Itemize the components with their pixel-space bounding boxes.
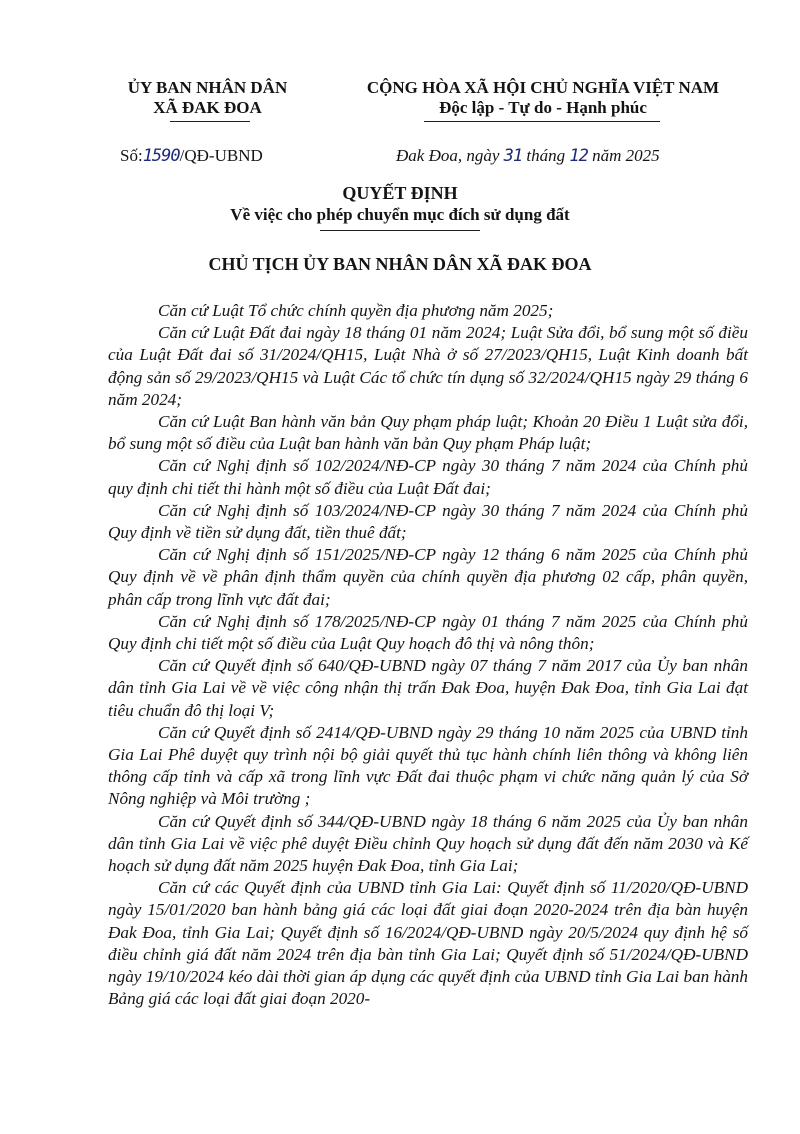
document-number	[120, 146, 263, 166]
national-header	[328, 78, 758, 118]
legal-basis-paragraph: Căn cứ Quyết định số 2414/QĐ-UBND ngày 29 tháng 10 năm 2025 của UBND tỉnh Gia Lai Phê duyệt quy trình nội bộ giải quyết thủ tục hành chính liên thông và không liên thông cấp tỉnh và cấp xã trong lĩnh vực Đất đai thuộc phạm vi chức năng quản lý của Sở Nông nghiệp và Môi trường ;	[108, 722, 748, 809]
issuer-underline	[170, 121, 250, 122]
issue-date	[396, 146, 660, 166]
legal-basis-paragraph: Căn cứ các Quyết định của UBND tỉnh Gia Lai: Quyết định số 11/2020/QĐ-UBND ngày 15/01/2020 ban hành bảng giá các loại đất giai đoạn 2020-2024 trên địa bàn huyện Đak Đoa, tỉnh Gia Lai; Quyết định số 16/2024/QĐ-UBND ngày 20/5/2024 quy định hệ số điều chỉnh giá đất năm 2024 trên địa bàn tỉnh Gia Lai; Quyết định số 51/2024/QĐ-UBND ngày 19/10/2024 kéo dài thời gian áp dụng các quyết định của UBND tỉnh Gia Lai ban hành Bảng giá các loại đất giai đoạn 2020-	[108, 878, 748, 1009]
legal-basis-paragraph: Căn cứ Nghị định số 151/2025/NĐ-CP ngày 12 tháng 6 năm 2025 của Chính phủ Quy định về về phân định thẩm quyền của chính quyền địa phương 02 cấp, phân quyền, phân cấp trong lĩnh vực đất đai;	[108, 545, 748, 609]
date-month: 12	[569, 146, 588, 166]
issuer-line-1: ỦY BAN NHÂN DÂN	[127, 78, 288, 97]
number-handwritten: 1590	[142, 146, 180, 166]
national-title: CỘNG HÒA XÃ HỘI CHỦ NGHĨA VIỆT NAM	[366, 78, 720, 97]
legal-basis-paragraph: Căn cứ Nghị định số 178/2025/NĐ-CP ngày 01 tháng 7 năm 2025 của Chính phủ Quy định chi tiết một số điều của Luật Quy hoạch đô thị và nông thôn;	[108, 611, 748, 654]
national-motto: Độc lập - Tự do - Hạnh phúc	[439, 98, 647, 117]
legal-basis-paragraph: Căn cứ Nghị định số 102/2024/NĐ-CP ngày 30 tháng 7 năm 2024 của Chính phủ quy định chi tiết thi hành một số điều của Luật Đất đai;	[108, 456, 748, 498]
legal-basis-paragraph: Căn cứ Quyết định số 640/QĐ-UBND ngày 07 tháng 7 năm 2017 của Ủy ban nhân dân tỉnh Gia Lai về về việc công nhận thị trấn Đak Đoa, huyện Đak Đoa, tỉnh Gia Lai đạt tiêu chuẩn đô thị loại V;	[108, 656, 748, 720]
document-body	[108, 300, 748, 1011]
motto-underline	[424, 121, 660, 122]
document-subject: Về việc cho phép chuyển mục đích sử dụng đất	[230, 205, 570, 224]
legal-basis-paragraph: Căn cứ Luật Ban hành văn bản Quy phạm pháp luật; Khoản 20 Điều 1 Luật sửa đổi, bổ sung một số điều của Luật ban hành văn bản Quy phạm Pháp luật;	[108, 412, 748, 454]
number-suffix: /QĐ-UBND	[179, 146, 263, 165]
issuer-header	[120, 78, 295, 118]
legal-basis-paragraph: Căn cứ Luật Đất đai ngày 18 tháng 01 năm 2024; Luật Sửa đổi, bổ sung một số điều của Luật Đất đai số 31/2024/QH15, Luật Nhà ở số 27/2023/QH15, Luật Kinh doanh bất động sản số 29/2023/QH15 và Luật Các tổ chức tín dụng số 32/2024/QH15 ngày 29 tháng 6 năm 2024;	[108, 323, 748, 409]
legal-basis-paragraph: Căn cứ Nghị định số 103/2024/NĐ-CP ngày 30 tháng 7 năm 2024 của Chính phủ Quy định về tiền sử dụng đất, tiền thuê đất;	[108, 500, 748, 543]
date-day: 31	[503, 146, 523, 166]
legal-basis-paragraph: Căn cứ Luật Tổ chức chính quyền địa phương năm 2025;	[158, 301, 554, 320]
issuer-line-2: XÃ ĐAK ĐOA	[153, 98, 262, 117]
month-label: tháng	[526, 146, 566, 165]
date-prefix: Đak Đoa, ngày	[396, 146, 500, 165]
legal-basis-paragraph: Căn cứ Quyết định số 344/QĐ-UBND ngày 18 tháng 6 năm 2025 của Ủy ban nhân dân tỉnh Gia Lai về việc phê duyệt Điều chỉnh Quy hoạch sử dụng đất đến năm 2030 và Kế hoạch sử dụng đất năm 2025 huyện Đak Đoa, tỉnh Gia Lai;	[108, 811, 748, 876]
date-year: năm 2025	[592, 146, 660, 165]
issuing-authority: CHỦ TỊCH ỦY BAN NHÂN DÂN XÃ ĐAK ĐOA	[208, 254, 592, 274]
subject-underline	[320, 230, 480, 231]
number-prefix: Số:	[120, 146, 143, 165]
document-title: QUYẾT ĐỊNH	[342, 183, 458, 203]
